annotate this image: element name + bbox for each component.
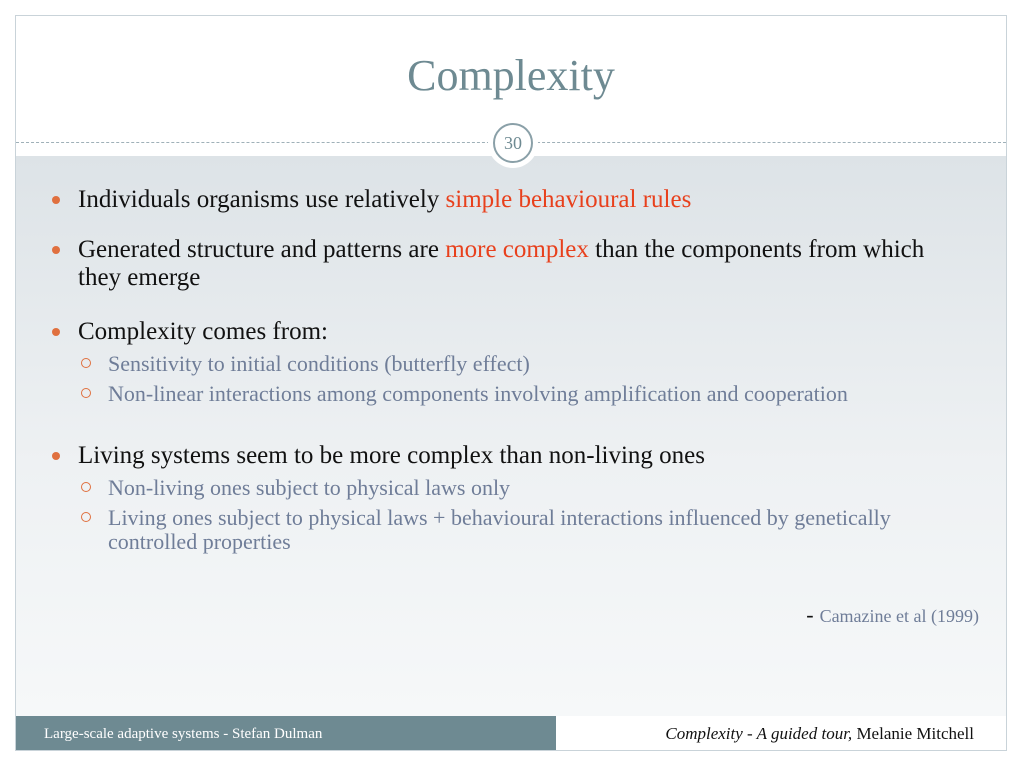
bullet-highlight: simple behavioural rules bbox=[445, 186, 692, 213]
sub-bullet-text: Non-living ones subject to physical laws only bbox=[108, 475, 511, 500]
sub-bullet-marker-icon bbox=[81, 482, 91, 492]
bullet-item bbox=[48, 318, 948, 346]
bullet-item bbox=[48, 186, 948, 214]
bullet-highlight: more complex bbox=[445, 236, 589, 263]
slide-content bbox=[48, 186, 948, 554]
bullet-text: Generated structure and patterns are bbox=[78, 236, 446, 263]
footer-book-author: Melanie Mitchell bbox=[852, 724, 974, 743]
slide-number: 30 bbox=[493, 123, 533, 163]
footer-book-title: Complexity - A guided tour, bbox=[665, 724, 853, 743]
footer-left-text: Large-scale adaptive systems - Stefan Dulman bbox=[16, 716, 556, 751]
sub-bullet-item bbox=[48, 382, 948, 406]
sub-bullet-item bbox=[48, 476, 948, 500]
bullet-text: Complexity comes from: bbox=[78, 318, 328, 345]
sub-bullet-item bbox=[48, 506, 948, 554]
sub-bullet-marker-icon bbox=[81, 388, 91, 398]
bullet-marker-icon bbox=[52, 452, 60, 460]
bullet-marker-icon bbox=[52, 328, 60, 336]
bullet-marker-icon bbox=[52, 196, 60, 204]
citation-dash: - bbox=[806, 602, 814, 627]
slide-title: Complexity bbox=[407, 51, 615, 100]
sub-bullet-text: Sensitivity to initial conditions (butterfly effect) bbox=[108, 351, 530, 376]
slide-number-badge bbox=[488, 118, 538, 168]
sub-bullet-item bbox=[48, 352, 948, 376]
sub-bullet-marker-icon bbox=[81, 512, 91, 522]
bullet-marker-icon bbox=[52, 246, 60, 254]
citation-text: Camazine et al (1999) bbox=[819, 606, 979, 626]
sub-bullet-marker-icon bbox=[81, 358, 91, 368]
bullet-text-tail: than the components from which they emerge bbox=[78, 236, 925, 291]
bullet-text: Living systems seem to be more complex than non-living ones bbox=[78, 442, 705, 469]
bullet-item bbox=[48, 236, 948, 292]
citation bbox=[806, 602, 979, 628]
sub-bullet-text: Living ones subject to physical laws + behavioural interactions influenced by genetically controlled properties bbox=[108, 505, 891, 554]
sub-bullet-text: Non-linear interactions among components involving amplification and cooperation bbox=[108, 381, 848, 406]
bullet-text: Individuals organisms use relatively bbox=[78, 186, 446, 213]
bullet-item bbox=[48, 442, 948, 470]
